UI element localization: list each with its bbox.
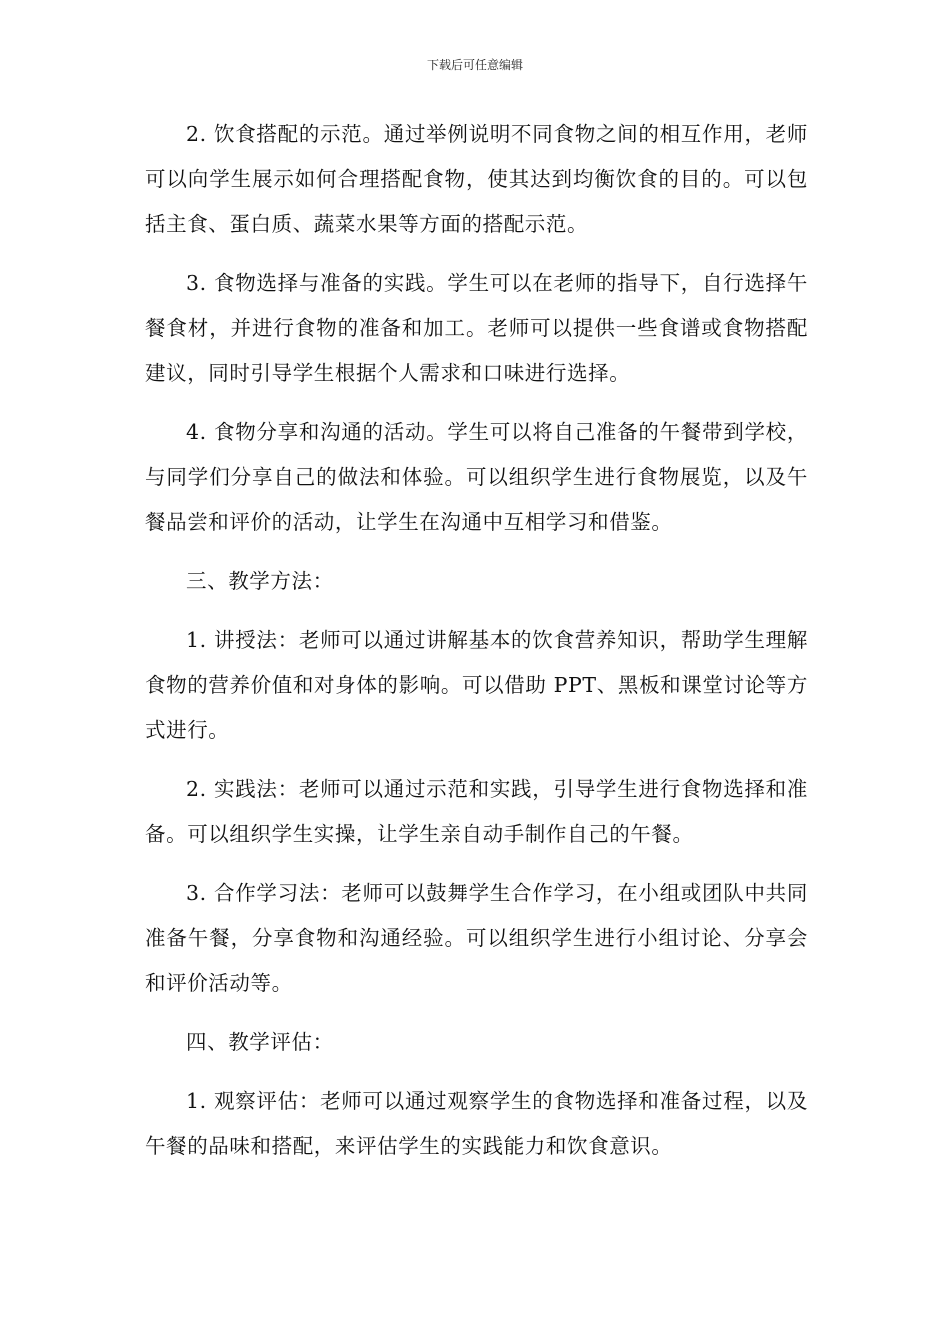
document-body xyxy=(145,112,808,1183)
paragraph-food-sharing-activity: 4. 食物分享和沟通的活动。学生可以将自己准备的午餐带到学校，与同学们分享自己的做法和体验。可以组织学生进行食物展览，以及午餐品尝和评价的活动，让学生在沟通中互相学习和借鉴。 xyxy=(145,420,808,534)
paragraph-practice-method: 2. 实践法：老师可以通过示范和实践，引导学生进行食物选择和准备。可以组织学生实操，让学生亲自动手制作自己的午餐。 xyxy=(145,777,808,846)
paragraph-lecture-method: 1. 讲授法：老师可以通过讲解基本的饮食营养知识，帮助学生理解食物的营养价值和对身体的影响。可以借助 PPT、黑板和课堂讨论等方式进行。 xyxy=(145,628,808,742)
paragraph-demo-food-pairing: 2. 饮食搭配的示范。通过举例说明不同食物之间的相互作用，老师可以向学生展示如何合理搭配食物，使其达到均衡饮食的目的。可以包括主食、蛋白质、蔬菜水果等方面的搭配示范。 xyxy=(145,122,808,236)
paragraph-observation-assessment: 1. 观察评估：老师可以通过观察学生的食物选择和准备过程，以及午餐的品味和搭配，来评估学生的实践能力和饮食意识。 xyxy=(145,1089,808,1158)
section-heading-teaching-assessment: 四、教学评估： xyxy=(186,1030,334,1054)
page-header-note: 下载后可任意编辑 xyxy=(426,58,523,72)
section-heading-teaching-methods: 三、教学方法： xyxy=(186,569,334,593)
paragraph-cooperative-learning: 3. 合作学习法：老师可以鼓舞学生合作学习，在小组或团队中共同准备午餐，分享食物和沟通经验。可以组织学生进行小组讨论、分享会和评价活动等。 xyxy=(145,881,808,995)
paragraph-food-selection-practice: 3. 食物选择与准备的实践。学生可以在老师的指导下，自行选择午餐食材，并进行食物的准备和加工。老师可以提供一些食谱或食物搭配建议，同时引导学生根据个人需求和口味进行选择。 xyxy=(145,271,808,385)
